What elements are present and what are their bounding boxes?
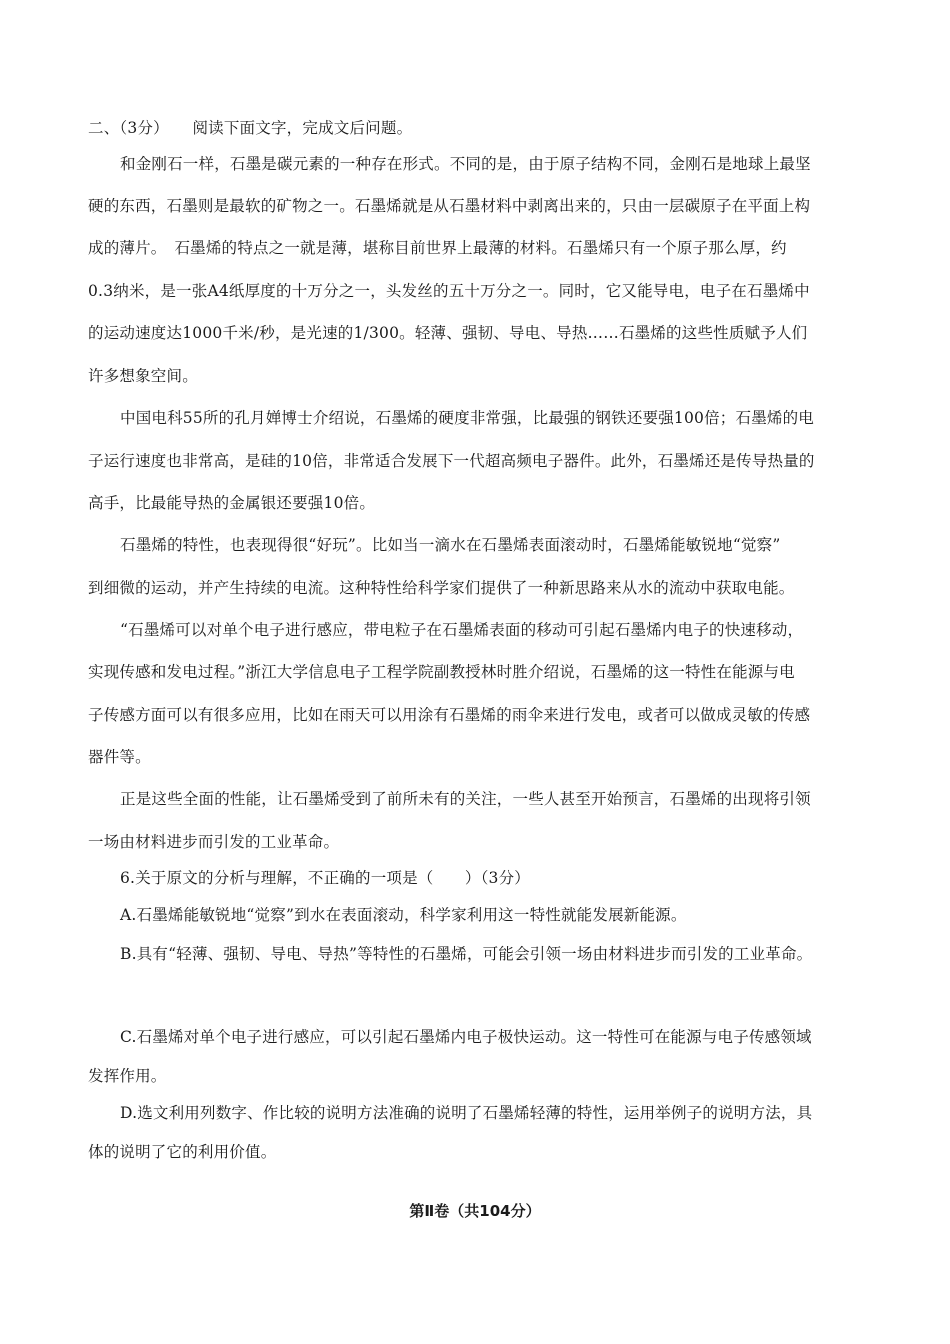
- section-heading: 二、（3分） 阅读下面文字，完成文后问题。: [88, 119, 413, 137]
- option-b: B.具有“轻薄、强韧、导电、导热”等特性的石墨烯，可能会引领一场由材料进步而引发的工业革命。: [120, 945, 813, 963]
- passage-p2-line-3: 高手，比最能导热的金属银还要强10倍。: [88, 494, 376, 512]
- passage-p1-line-2: 硬的东西，石墨则是最软的矿物之一。石墨烯就是从石墨材料中剥离出来的，只由一层碳原子在平面上构: [88, 197, 811, 215]
- option-a: A.石墨烯能敏锐地“觉察”到水在表面滚动，科学家利用这一特性就能发展新能源。: [120, 906, 687, 924]
- option-d-line-1: D.选文利用列数字、作比较的说明方法准确的说明了石墨烯轻薄的特性，运用举例子的说明方法，具: [120, 1104, 813, 1122]
- option-c-line-1: C.石墨烯对单个电子进行感应，可以引起石墨烯内电子极快运动。这一特性可在能源与电子传感领域: [120, 1028, 812, 1046]
- passage-p1-line-4: 0.3纳米，是一张A4纸厚度的十万分之一，头发丝的五十万分之一。同时，它又能导电，电子在石墨烯中: [88, 282, 810, 300]
- passage-p3-line-2: 到细微的运动，并产生持续的电流。这种特性给科学家们提供了一种新思路来从水的流动中获取电能。: [88, 579, 795, 597]
- passage-p5-line-1: 正是这些全面的性能，让石墨烯受到了前所未有的关注，一些人甚至开始预言，石墨烯的出现将引领: [120, 790, 811, 808]
- passage-p1-line-3: 成的薄片。 石墨烯的特点之一就是薄，堪称目前世界上最薄的材料。石墨烯只有一个原子那么厚，约: [88, 239, 787, 257]
- passage-p3-line-1: 石墨烯的特性，也表现得很“好玩”。比如当一滴水在石墨烯表面滚动时，石墨烯能敏锐地“觉察”: [120, 536, 781, 554]
- option-d-line-2: 体的说明了它的利用价值。: [88, 1143, 277, 1161]
- passage-p2-line-2: 子运行速度也非常高，是硅的10倍，非常适合发展下一代超高频电子器件。此外，石墨烯还是传导热量的: [88, 452, 815, 470]
- option-c-line-2: 发挥作用。: [88, 1067, 167, 1085]
- part-title: 第Ⅱ卷（共104分）: [409, 1202, 541, 1220]
- question-stem: 6.关于原文的分析与理解，不正确的一项是（ ）（3分）: [120, 869, 531, 887]
- passage-p5-line-2: 一场由材料进步而引发的工业革命。: [88, 833, 340, 851]
- passage-p4-line-1: “石墨烯可以对单个电子进行感应，带电粒子在石墨烯表面的移动可引起石墨烯内电子的快速移动，: [120, 621, 804, 639]
- passage-p4-line-3: 子传感方面可以有很多应用，比如在雨天可以用涂有石墨烯的雨伞来进行发电，或者可以做成灵敏的传感: [88, 706, 811, 724]
- passage-p1-line-6: 许多想象空间。: [88, 367, 198, 385]
- passage-p1-line-5: 的运动速度达1000千米/秒，是光速的1/300。轻薄、强韧、导电、导热……石墨烯的这些性质赋予人们: [88, 324, 808, 342]
- passage-p4-line-4: 器件等。: [88, 748, 151, 766]
- passage-p1-line-1: 和金刚石一样，石墨是碳元素的一种存在形式。不同的是，由于原子结构不同，金刚石是地球上最坚: [120, 155, 811, 173]
- passage-p4-line-2: 实现传感和发电过程。”浙江大学信息电子工程学院副教授林时胜介绍说，石墨烯的这一特性在能源与电: [88, 663, 795, 681]
- passage-p2-line-1: 中国电科55所的孔月婵博士介绍说，石墨烯的硬度非常强，比最强的钢铁还要强100倍；石墨烯的电: [120, 409, 815, 427]
